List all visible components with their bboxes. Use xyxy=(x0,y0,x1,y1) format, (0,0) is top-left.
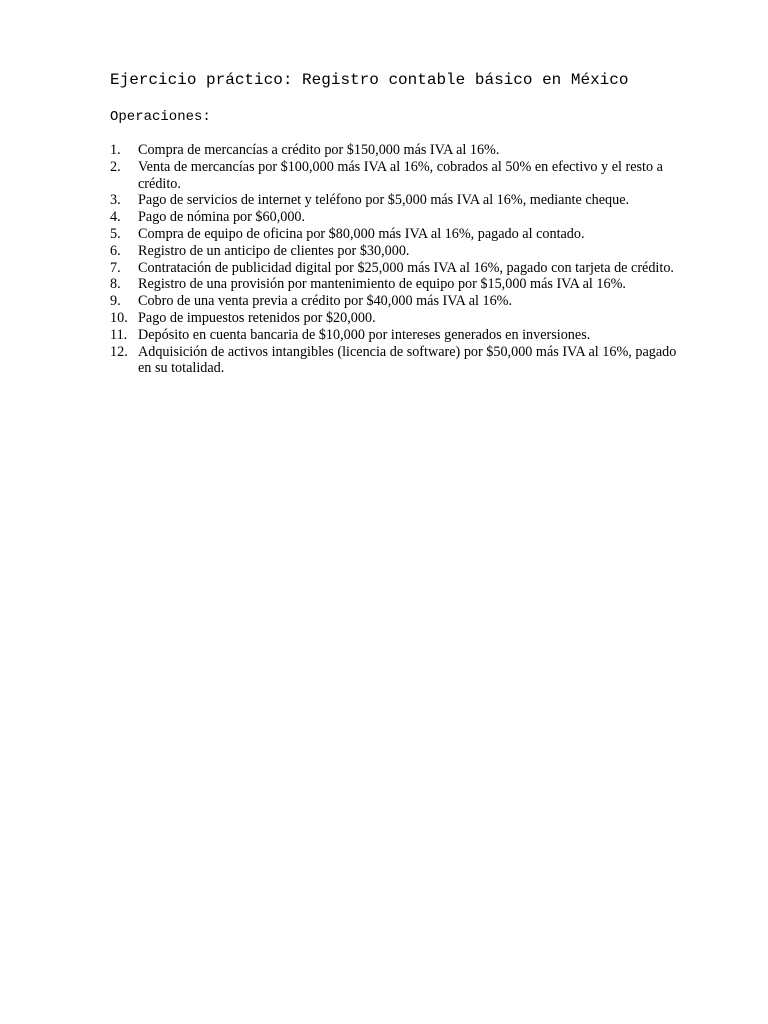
item-text: Cobro de una venta previa a crédito por $40,000 más IVA al 16%. xyxy=(138,293,513,310)
item-number: 2. xyxy=(110,158,121,175)
document-title: Ejercicio práctico: Registro contable básico en México xyxy=(110,71,629,89)
item-text: Registro de un anticipo de clientes por $30,000. xyxy=(138,242,410,259)
item-text: Depósito en cuenta bancaria de $10,000 por intereses generados en inversiones. xyxy=(138,326,591,343)
list-item xyxy=(110,142,690,159)
item-number: 6. xyxy=(110,242,121,259)
list-item xyxy=(110,293,690,310)
item-text: Compra de mercancías a crédito por $150,000 más IVA al 16%. xyxy=(138,142,500,158)
item-number: 11. xyxy=(110,326,128,343)
item-number: 9. xyxy=(110,293,121,310)
item-number: 8. xyxy=(110,276,121,293)
item-text: Adquisición de activos intangibles (licencia de software) por $50,000 más IVA al 16%, pagado en su totalidad. xyxy=(138,343,677,377)
item-number: 1. xyxy=(110,142,121,158)
list-item xyxy=(110,226,690,243)
section-label: Operaciones: xyxy=(110,109,211,125)
item-text: Venta de mercancías por $100,000 más IVA al 16%, cobrados al 50% en efectivo y el resto a crédito. xyxy=(138,158,663,192)
item-text: Pago de nómina por $60,000. xyxy=(138,209,306,226)
list-item xyxy=(110,243,690,260)
item-text: Pago de servicios de internet y teléfono por $5,000 más IVA al 16%, mediante cheque. xyxy=(138,192,630,209)
list-item xyxy=(110,344,690,378)
item-number: 4. xyxy=(110,209,121,226)
item-number: 12. xyxy=(110,343,128,360)
list-item xyxy=(110,327,690,344)
item-text: Compra de equipo de oficina por $80,000 más IVA al 16%, pagado al contado. xyxy=(138,225,585,242)
list-item xyxy=(110,310,690,327)
list-item xyxy=(110,159,690,193)
item-text: Pago de impuestos retenidos por $20,000. xyxy=(138,309,376,326)
item-number: 10. xyxy=(110,309,128,326)
list-item xyxy=(110,209,690,226)
item-number: 3. xyxy=(110,192,121,209)
item-number: 5. xyxy=(110,225,121,242)
item-text: Registro de una provisión por mantenimiento de equipo por $15,000 más IVA al 16%. xyxy=(138,276,626,293)
item-text: Contratación de publicidad digital por $25,000 más IVA al 16%, pagado con tarjeta de crédito. xyxy=(138,259,674,276)
operations-list xyxy=(110,142,690,377)
list-item xyxy=(110,192,690,209)
item-number: 7. xyxy=(110,259,121,276)
list-item xyxy=(110,276,690,293)
list-item xyxy=(110,260,690,277)
